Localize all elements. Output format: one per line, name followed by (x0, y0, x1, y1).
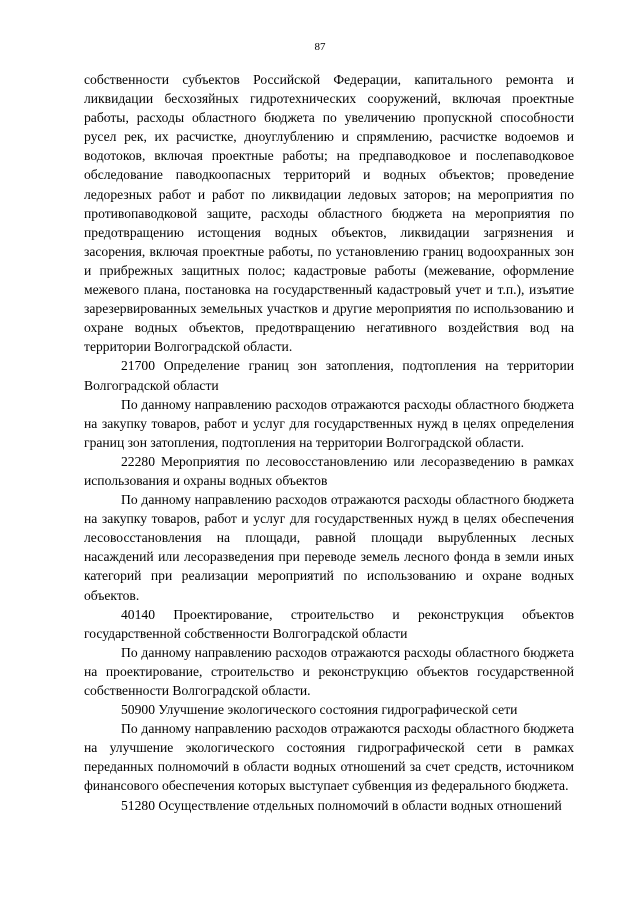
section-heading-51280: 51280 Осуществление отдельных полномочий в области водных отношений (121, 797, 562, 813)
section-heading-40140: 40140 Проектирование, строительство и реконструкция объектов государственной собственности Волгоградской области (84, 606, 574, 641)
page-number: 87 (314, 41, 326, 53)
paragraph-21700-description: По данному направлению расходов отражаются расходы областного бюджета на закупку товаров, работ и услуг для государственных нужд в целях определения границ зон затопления, подтопления на территории Волгоградской области. (84, 396, 574, 450)
paragraph-22280-description: По данному направлению расходов отражаются расходы областного бюджета на закупку товаров, работ и услуг для государственных нужд в целях обеспечения лесовосстановления на площади, равной площади вырубленных лесных насаждений или лесоразведения при переводе земель лесного фонда в земли иных категорий при реализации мероприятий по использованию и охране водных объектов. (84, 492, 574, 603)
paragraph-continuation: собственности субъектов Российской Федерации, капитального ремонта и ликвидации бесхозяйных гидротехнических сооружений, включая проектные работы, расходы областного бюджета по увеличению пропускной способности русел рек, их расчистке, дноуглублению и спрямлению, расчистке водоемов и водотоков, включая проектные работы; на предпаводковое и послепаводковое обследование паводкоопасных территорий и водных объектов; проведение ледорезных работ и работ по ликвидации ледовых заторов; на мероприятия по противопаводковой защите, расходы областного бюджета на мероприятия по предотвращению истощения водных объектов, ликвидации загрязнения и засорения, включая проектные работы, по установлению границ водоохранных зон и прибрежных защитных полос; кадастровые работы (межевание, оформление межевого плана, постановка на государственный кадастровый учет и т.п.), изъятие зарезервированных земельных участков и другие мероприятия по использованию и охране водных объектов, предотвращению негативного воздействия вод на территории Волгоградской области. (84, 72, 574, 355)
section-heading-21700: 21700 Определение границ зон затопления, подтопления на территории Волгоградской области (84, 358, 574, 393)
section-heading-50900: 50900 Улучшение экологического состояния гидрографической сети (121, 702, 518, 718)
document-body (84, 70, 574, 815)
section-heading-22280: 22280 Мероприятия по лесовосстановлению или лесоразведению в рамках использования и охраны водных объектов (84, 453, 574, 488)
paragraph-50900-description: По данному направлению расходов отражаются расходы областного бюджета на улучшение экологического состояния гидрографической сети в рамках переданных полномочий в области водных отношений за счет средств, источником финансового обеспечения которых выступает субвенция из федерального бюджета. (84, 721, 574, 794)
paragraph-40140-description: По данному направлению расходов отражаются расходы областного бюджета на проектирование, строительство и реконструкцию объектов государственной собственности Волгоградской области. (84, 644, 574, 698)
